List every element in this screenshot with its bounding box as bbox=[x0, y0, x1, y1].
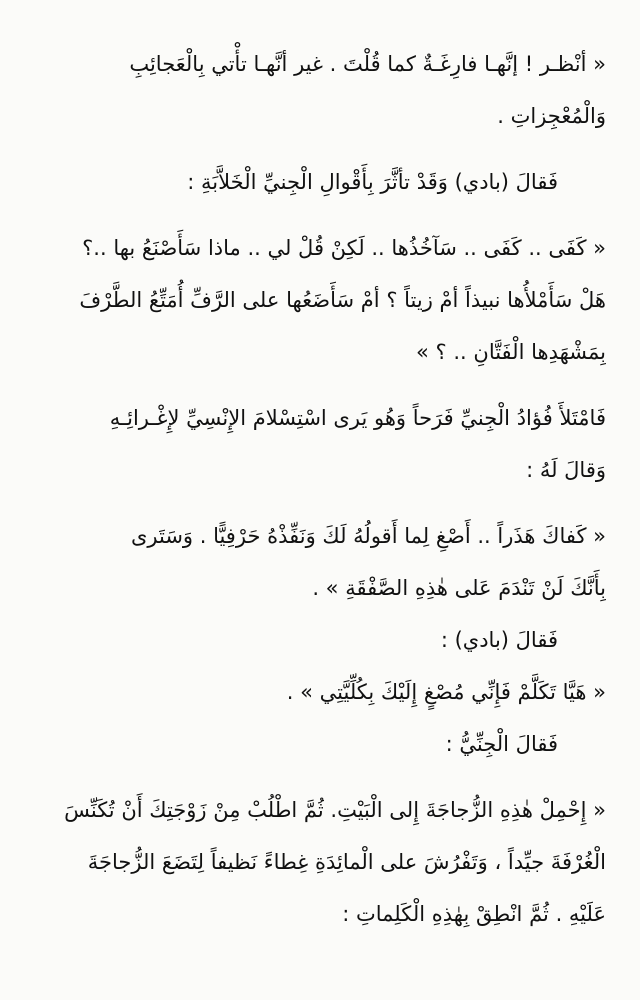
text-line: بِأَنَّكَ لَنْ تَنْدَمَ عَلى هٰذِهِ الصَّفْقَةِ » . bbox=[312, 576, 606, 600]
text-line: وَقالَ لَهُ : bbox=[526, 458, 606, 482]
text-line: الْغُرْفَةَ جيِّداً ، وَتَفْرُشَ على الْمائِدَةِ غِطاءً نَظيفاً لِتَضَعَ الزُّجاجَةَ bbox=[87, 850, 606, 874]
text-line: « كَفَى .. كَفَى .. سَآخُذُها .. لَكِنْ قُلْ لي .. ماذا سَأَصْنَعُ بها ..؟ bbox=[82, 236, 606, 260]
text-line: فَامْتَلأَ فُؤادُ الْجِنيِّ فَرَحاً وَهُو يَرى اسْتِسْلامَ الإِنْسِيِّ لإِغْـرائِـهِ bbox=[109, 406, 606, 430]
text-line: بِمَشْهَدِها الْفَتَّانِ .. ؟ » bbox=[416, 340, 606, 364]
paragraph-7 bbox=[34, 666, 606, 718]
text-line: فَقالَ (بادي) : bbox=[440, 628, 558, 652]
paragraph-1 bbox=[34, 38, 606, 142]
text-line: « إِحْمِلْ هٰذِهِ الزُّجاجَةَ إِلى الْبَيْتِ. ثُمَّ اطْلُبْ مِنْ زَوْجَتِكَ أَنْ تُكَنِّسَ bbox=[64, 798, 606, 822]
text-line: « كَفاكَ هَذَراً .. أَصْغِ لِما أَقولُهُ لَكَ وَنَفِّذْهُ حَرْفِيًّا . وَسَتَرى bbox=[130, 524, 606, 548]
text-line: هَلْ سَأَمْلأُها نبيذاً أمْ زيتاً ؟ أمْ سَأَضَعُها على الرَّفِّ أُمَتِّعُ الطَّرْفَ bbox=[79, 288, 606, 312]
text-line: « أنْظـر ! إنَّهـا فارِغَـةٌ كما قُلْتَ . غير أنَّهـا تأْتي بِالْعَجائِبِ bbox=[129, 52, 606, 76]
text-line: فَقالَ الْجِنِّيُّ : bbox=[445, 732, 558, 756]
text-line: عَلَيْهِ . ثُمَّ انْطِقْ بِهٰذِهِ الْكَلِماتِ : bbox=[342, 902, 606, 926]
paragraph-8 bbox=[34, 718, 606, 770]
paragraph-4 bbox=[34, 392, 606, 496]
text-line: فَقالَ (بادي) وَقَدْ تأثَّرَ بِأَقْوالِ الْجِنيِّ الْخَلاَّبَةِ : bbox=[187, 170, 558, 194]
paragraph-2 bbox=[34, 156, 606, 208]
paragraph-9 bbox=[34, 784, 606, 940]
text-line: « هَيَّا تَكَلَّمْ فَإِنِّي مُصْغٍ إِلَيْكَ بِكُلِّيَّتِي » . bbox=[286, 680, 606, 704]
text-line: وَالْمُعْجِزاتِ . bbox=[497, 104, 606, 128]
paragraph-3 bbox=[34, 222, 606, 378]
paragraph-6 bbox=[34, 614, 606, 666]
paragraph-5 bbox=[34, 510, 606, 614]
